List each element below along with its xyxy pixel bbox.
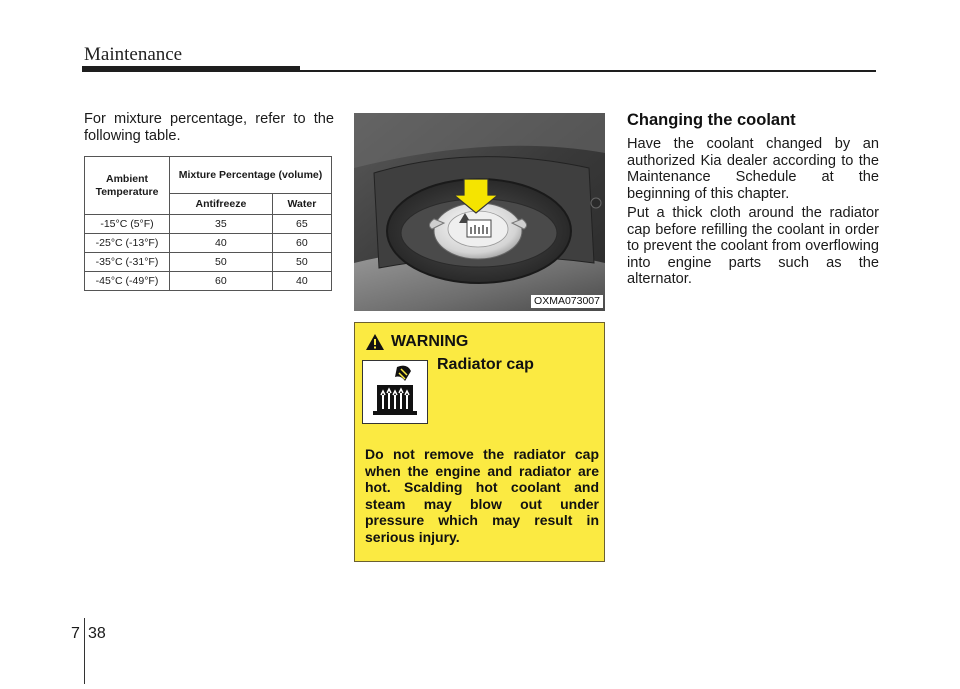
- cell-water: 60: [272, 234, 331, 253]
- table-row: [85, 272, 332, 291]
- cell-temperature: -15°C (5°F): [85, 215, 170, 234]
- cell-temperature: -35°C (-31°F): [85, 253, 170, 272]
- footer-page-number: 38: [88, 625, 106, 642]
- cell-antifreeze: 60: [170, 272, 273, 291]
- cell-antifreeze: 35: [170, 215, 273, 234]
- intro-text: For mixture percentage, refer to the following table.: [84, 111, 334, 144]
- header-rule-thin: [300, 70, 876, 72]
- header-rule-thick: [82, 66, 300, 72]
- footer-divider: [84, 618, 85, 684]
- warning-title: WARNING: [391, 333, 469, 350]
- warning-triangle-icon: [365, 333, 385, 351]
- cell-temperature: -45°C (-49°F): [85, 272, 170, 291]
- hot-radiator-warning-icon: [362, 360, 428, 424]
- cell-temperature: -25°C (-13°F): [85, 234, 170, 253]
- warning-text: Do not remove the radiator cap when the engine and radiator are hot. Scalding hot coolant and steam may blow out under pressure which may result in serious injury.: [365, 446, 599, 545]
- footer-chapter-number: 7: [71, 625, 80, 642]
- cell-water: 40: [272, 272, 331, 291]
- radiator-cap-photo: [354, 113, 605, 311]
- header-ambient-temperature: Ambient Temperature: [85, 157, 170, 215]
- cell-antifreeze: 50: [170, 253, 273, 272]
- radiator-steam-icon: [363, 361, 427, 423]
- warning-box: [354, 322, 605, 562]
- cell-water: 65: [272, 215, 331, 234]
- section-title: Changing the coolant: [627, 111, 796, 129]
- header-mixture-percentage: Mixture Percentage (volume): [170, 157, 332, 194]
- figure-code: OXMA073007: [531, 295, 603, 308]
- warning-header: [365, 333, 468, 351]
- table-row: [85, 215, 332, 234]
- page-header-title: Maintenance: [84, 44, 183, 65]
- table-row: [85, 253, 332, 272]
- header-antifreeze: Antifreeze: [170, 194, 273, 215]
- table-row: [85, 234, 332, 253]
- section-paragraph-1: Have the coolant changed by an authorized Kia dealer according to the Maintenance Schedule at the beginning of this chapter.: [627, 136, 879, 202]
- cell-antifreeze: 40: [170, 234, 273, 253]
- header-water: Water: [272, 194, 331, 215]
- section-paragraph-2: Put a thick cloth around the radiator cap before refilling the coolant in order to prevent the coolant from overflowing into engine parts such as the alternator.: [627, 205, 879, 288]
- warning-subtitle: Radiator cap: [437, 356, 534, 373]
- radiator-cap-illustration: [354, 113, 605, 311]
- mixture-table: [84, 156, 332, 291]
- cell-water: 50: [272, 253, 331, 272]
